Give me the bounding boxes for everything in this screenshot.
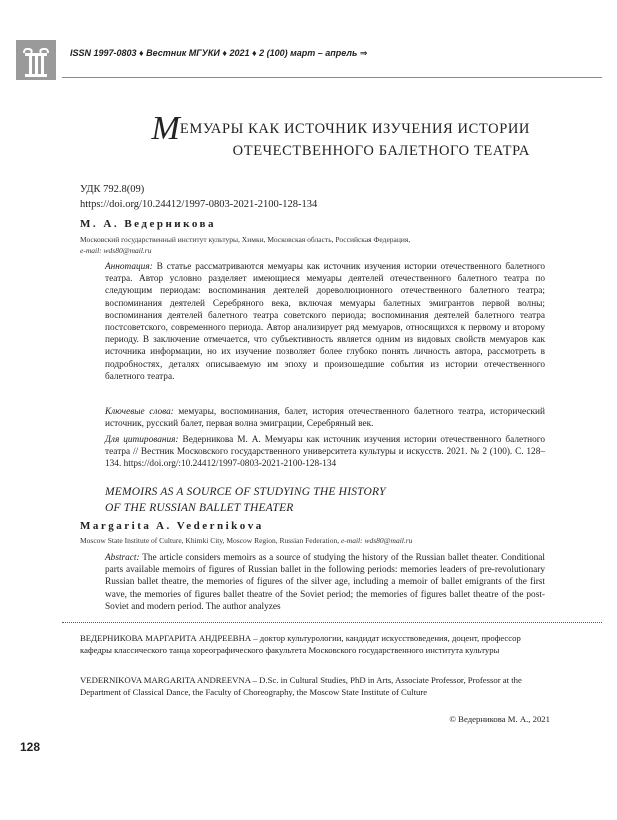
abstract-en	[105, 552, 545, 613]
udk-code: УДК 792.8(09)	[80, 184, 145, 195]
journal-logo-icon	[16, 40, 56, 80]
title-en-line-1: MEMOIRS AS A SOURCE OF STUDYING THE HISTORY	[105, 486, 386, 498]
affiliation-ru	[80, 234, 550, 256]
abstract-ru-label: Аннотация:	[105, 262, 153, 272]
email-ru[interactable]: e-mail: wds80@mail.ru	[80, 246, 152, 255]
affiliation-ru-text: Московский государственный институт культуры, Химки, Московская область, Российская Федерация,	[80, 235, 411, 244]
author-name-ru: М. А. Ведерникова	[80, 218, 216, 230]
article-title	[130, 110, 530, 162]
page-number: 128	[20, 740, 41, 754]
keywords-ru-label: Ключевые слова:	[105, 407, 174, 417]
author-name-en: Margarita A. Vedernikova	[80, 520, 264, 532]
article-title-en	[105, 484, 386, 516]
affiliation-en-text: Moscow State Institute of Culture, Khimki City, Moscow Region, Russian Federation,	[80, 536, 340, 545]
header-divider	[62, 77, 602, 78]
citation-ru-text: Ведерникова М. А. Мемуары как источник изучения истории отечественного балетного театра // Вестник Московского государственного университета культуры и искусств. 2021. № 2 (100). С. 128–134. https://doi.org/:10.24412/1997-0803-2021-2100-128-134	[105, 435, 546, 470]
abstract-en-label: Abstract:	[105, 553, 140, 563]
author-bio-en: VEDERNIKOVA MARGARITA ANDREEVNA – D.Sc. in Cultural Studies, PhD in Arts, Associate Professor, Professor at the Department of Classical Dance, the Faculty of Choreography, the Moscow State Institute of Culture	[80, 675, 522, 697]
abstract-ru-text: В статье рассматриваются мемуары как источник изучения истории отечественного балетного театра. Автор условно разделяет имеющиеся мемуары деятелей отечественного балетного театра по следующим периодам: воспоминания деятелей дореволюционного отечественного балетного театра; воспоминания деятелей Серебряного века, включая мемуары балетных эмигрантов первой волны; воспоминания деятелей балетного театра советского периода; воспоминания деятелей балетного театра постсоветского, современного периода. Автор анализирует ряд мемуаров, относящихся к первому и второму периоду. В заключение отмечается, что субъективность является одним из видовых свойств мемуаров как источника информации, но их изучение позволяет более глубоко понять личность автора, рассмотреть в подробностях, деталях описываемую им эпоху и произошедшие события из истории отечественного балетного театра.	[105, 262, 545, 382]
doi-link[interactable]: https://doi.org/10.24412/1997-0803-2021-2100-128-134	[80, 199, 318, 210]
citation-ru-label: Для цитирования:	[105, 435, 179, 445]
running-head: ISSN 1997-0803 ♦ Вестник МГУКИ ♦ 2021 ♦ 2 (100) март – апрель ⇒	[70, 48, 368, 58]
keywords-ru-text: мемуары, воспоминания, балет, история отечественного балетного театра, исторический источник, русский балет, первая волна эмиграции, Серебряный век.	[105, 407, 545, 430]
citation-ru	[105, 434, 545, 471]
copyright: © Ведерникова М. А., 2021	[449, 714, 550, 724]
footnote-divider	[62, 622, 602, 623]
title-en-line-2: OF THE RUSSIAN BALLET THEATER	[105, 502, 294, 514]
email-en[interactable]: e-mail: wds80@mail.ru	[340, 536, 413, 545]
article-meta	[80, 182, 317, 212]
title-line-2: ОТЕЧЕСТВЕННОГО БАЛЕТНОГО ТЕАТРА	[232, 143, 530, 159]
author-bio-ru: ВЕДЕРНИКОВА МАРГАРИТА АНДРЕЕВНА – доктор культурологии, кандидат искусствоведения, доцент, профессор кафедры классического танца хореографического факультета Московского государственного института культуры	[80, 633, 521, 655]
title-dropcap: М	[151, 110, 180, 147]
keywords-ru	[105, 406, 545, 430]
abstract-ru	[105, 261, 545, 383]
affiliation-en	[80, 535, 412, 546]
abstract-en-text: The article considers memoirs as a source of studying the history of the Russian ballet theater. Conditional parts available memoirs of figures of Russian ballet in the following periods: memories leaders of pre-revolutionary Russian ballet theatre, the memories of figures of the silver age, including a memoir of ballet emigrants of the first wave, the memories of figures ballet theatre of the Soviet period; the memories of figures ballet theatre of the post-Soviet and modern period. The author analyzes	[105, 553, 545, 612]
title-line-1: ЕМУАРЫ КАК ИСТОЧНИК ИЗУЧЕНИЯ ИСТОРИИ	[179, 121, 530, 137]
